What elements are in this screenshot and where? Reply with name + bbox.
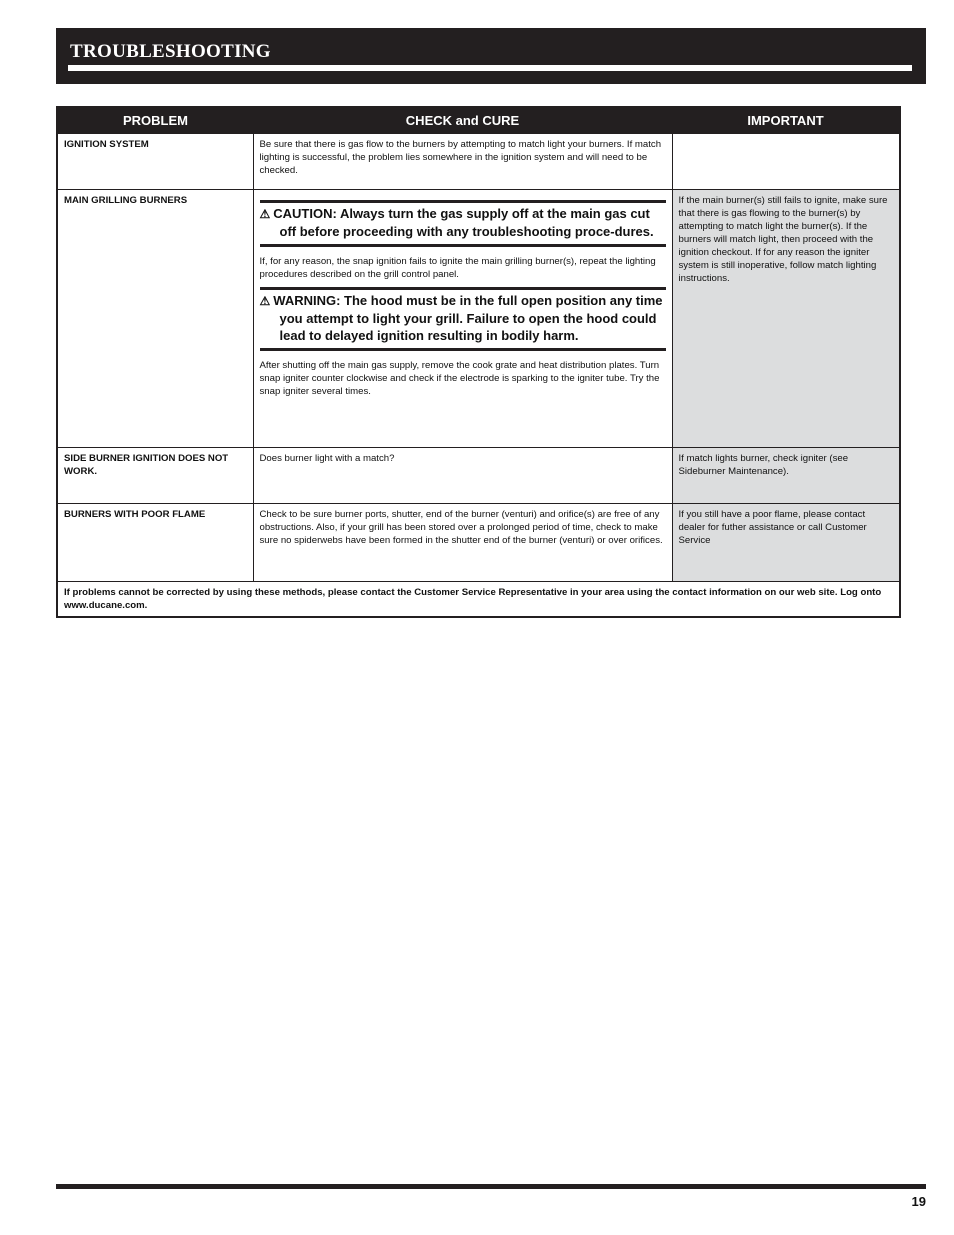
table-row <box>57 448 900 504</box>
important-cell: If match lights burner, check igniter (see Sideburner Maintenance). <box>672 448 900 504</box>
check-text: After shutting off the main gas supply, remove the cook grate and heat distribution plates. Turn snap igniter counter clockwise and check if the electrode is sparking to the igniter tube. Try the snap igniter several times. <box>259 360 660 397</box>
important-cell <box>672 134 900 190</box>
check-cell: Check to be sure burner ports, shutter, end of the burner (venturi) and orifice(s) are free of any obstructions. Also, if your grill has been stored over a prolonged period of time, check to make sure no spiderwebs have been formed in the shutter end of the burner (venturi) or over orifices. <box>253 504 672 582</box>
check-cell: Be sure that there is gas flow to the burners by attempting to match light your burners. If match lighting is successful, the problem lies somewhere in the ignition system and will need to be checked. <box>253 134 672 190</box>
table-row <box>57 504 900 582</box>
caution-text: CAUTION: Always turn the gas supply off at the main gas cut off before proceeding with any troubleshooting proce-dures. <box>273 206 654 239</box>
problem-cell: IGNITION SYSTEM <box>57 134 253 190</box>
check-cell: Does burner light with a match? <box>253 448 672 504</box>
contact-note: If problems cannot be corrected by using these methods, please contact the Customer Service Representative in your area using the contact information on our web site. Log onto www.ducane.com. <box>57 582 900 618</box>
warning-text: WARNING: The hood must be in the full open position any time you attempt to light your grill. Failure to open the hood could lead to delayed ignition resulting in bodily harm. <box>273 293 663 343</box>
problem-cell: MAIN GRILLING BURNERS <box>57 190 253 448</box>
warning-triangle-icon: ⚠ <box>259 207 271 221</box>
check-text: If, for any reason, the snap ignition fails to ignite the main grilling burner(s), repeat the lighting procedures described on the grill control panel. <box>259 256 656 280</box>
footer-divider <box>56 1184 926 1189</box>
column-header-check: CHECK and CURE <box>253 107 672 134</box>
table-footer-row <box>57 582 900 618</box>
problem-cell: SIDE BURNER IGNITION DOES NOT WORK. <box>57 448 253 504</box>
problem-cell: BURNERS WITH POOR FLAME <box>57 504 253 582</box>
troubleshooting-table <box>56 106 901 618</box>
page-title: TROUBLESHOOTING <box>70 41 271 62</box>
header-divider <box>68 65 912 71</box>
page-number: 19 <box>911 1194 926 1209</box>
table-row <box>57 190 900 448</box>
caution-notice <box>260 200 666 247</box>
column-header-important: IMPORTANT <box>672 107 900 134</box>
important-cell: If the main burner(s) still fails to ignite, make sure that there is gas flowing to the burner(s) by attempting to match light the burner(s). If the burners will match light, then proceed with the ignition checkout. If for any reason the igniter system is still inoperative, follow match lighting instructions. <box>672 190 900 448</box>
table-row <box>57 134 900 190</box>
important-cell: If you still have a poor flame, please contact dealer for futher assistance or call Customer Service <box>672 504 900 582</box>
table-header-row <box>57 107 900 134</box>
warning-notice <box>260 287 666 351</box>
check-cell <box>253 190 672 448</box>
warning-triangle-icon: ⚠ <box>259 294 271 308</box>
column-header-problem: PROBLEM <box>57 107 253 134</box>
section-header <box>56 28 926 84</box>
